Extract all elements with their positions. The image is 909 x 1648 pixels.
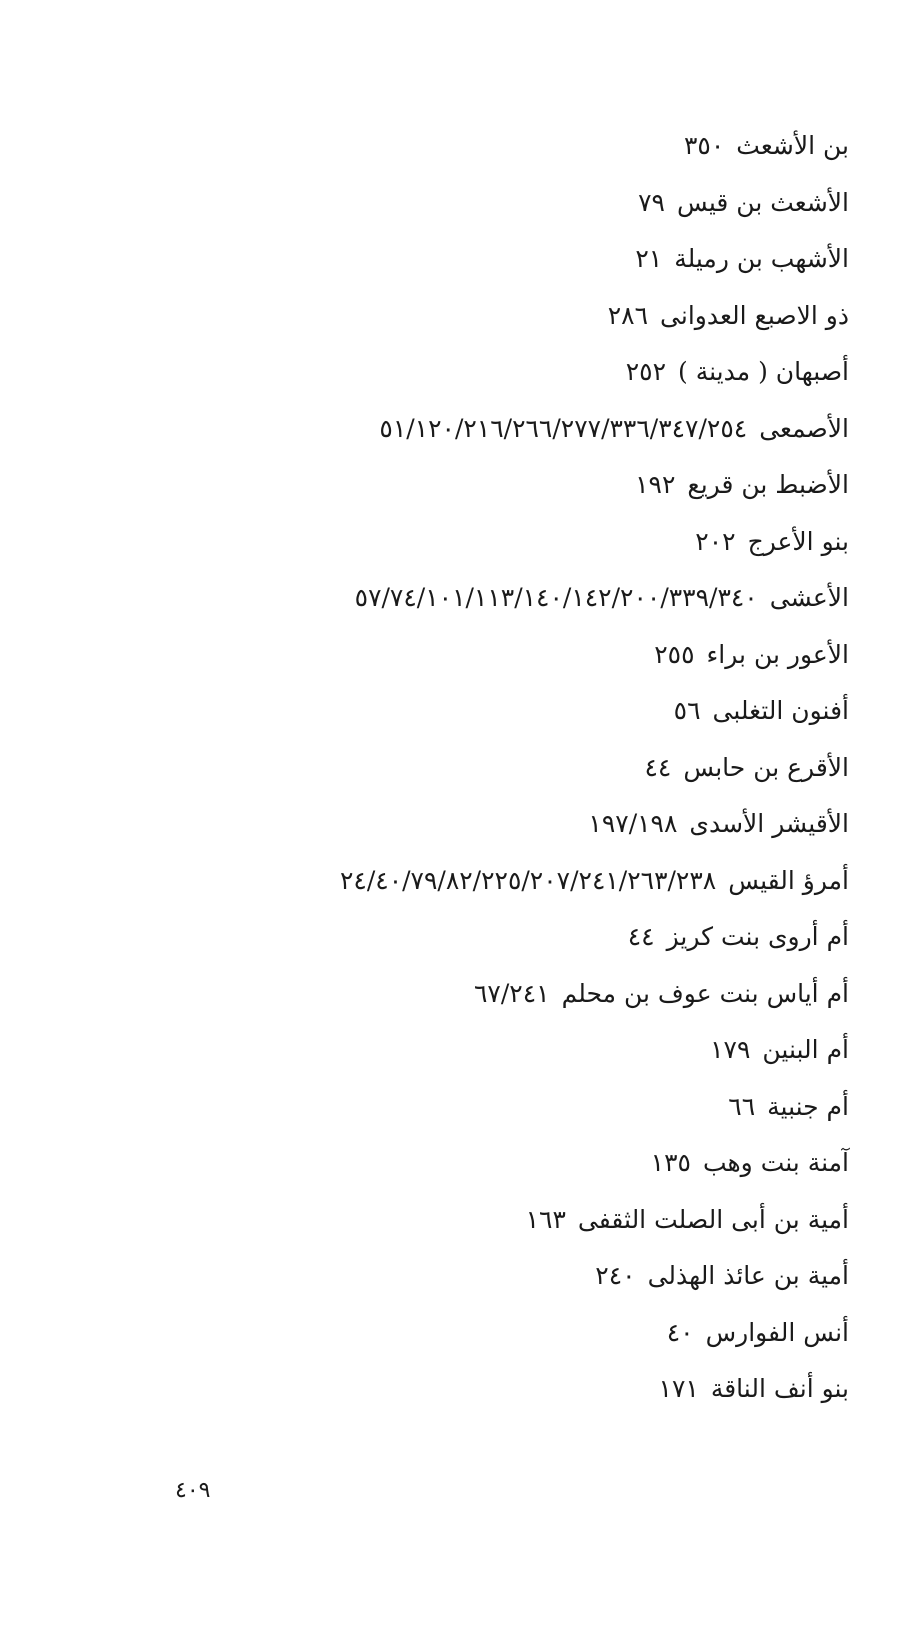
entry-pages: ٥٦ (673, 696, 701, 725)
page-number: ٤٠٩ (175, 1478, 211, 1503)
index-entry (89, 853, 849, 910)
entry-name: أم أياس بنت عوف بن محلم (561, 978, 849, 1008)
entry-name: أمية بن أبى الصلت الثقفى (577, 1204, 849, 1234)
entry-pages: ١٧١ (658, 1374, 699, 1403)
entry-name: أم البنين (762, 1035, 849, 1064)
entry-pages: ٢٤٠ (595, 1261, 636, 1290)
entry-pages: ٤٤ (644, 752, 672, 782)
index-entry (89, 401, 849, 458)
index-entry-list (89, 118, 849, 1418)
index-entry (89, 570, 849, 627)
index-entry (89, 1192, 849, 1249)
index-entry (89, 1135, 849, 1192)
index-entry (89, 740, 849, 797)
entry-name: الأقرع بن حابس (683, 752, 849, 782)
entry-pages: ٣٥٠ (684, 131, 725, 160)
entry-name: الأقيشر الأسدى (689, 809, 849, 838)
entry-name: الأصمعى (759, 413, 849, 443)
entry-pages: ٢٥٢ (625, 357, 667, 386)
index-entry (89, 175, 849, 232)
index-entry (89, 683, 849, 740)
entry-pages: ٢١ (635, 244, 663, 273)
entry-name: أم أروى بنت كريز (666, 922, 849, 951)
index-entry (89, 627, 849, 684)
entry-name: أمية بن عائذ الهذلى (647, 1261, 849, 1290)
entry-name: بن الأشعث (736, 131, 849, 160)
index-entry (89, 1079, 849, 1136)
entry-name: الأعور بن براء (706, 639, 849, 669)
entry-name: بنو الأعرج (747, 526, 849, 556)
entry-name: الأضبط بن قريع (687, 470, 849, 499)
entry-name: أنس الفوارس (705, 1317, 849, 1347)
index-entry (89, 966, 849, 1023)
entry-pages: ٥٧/٧٤/١٠١/١١٣/١٤٠/١٤٢/٢٠٠/٣٣٩/٣٤٠ (354, 583, 758, 612)
index-entry (89, 514, 849, 571)
entry-pages: ١٩٢ (635, 470, 676, 499)
index-entry (89, 1361, 849, 1418)
entry-name: ذو الاصبع العدوانى (660, 300, 849, 330)
entry-pages: ١٧٩ (710, 1035, 751, 1064)
entry-pages: ١٩٧/١٩٨ (588, 809, 678, 838)
entry-name: أمرؤ القيس (728, 865, 849, 895)
entry-name: الأشعث بن قيس (676, 187, 849, 217)
index-entry (89, 909, 849, 966)
entry-name: الأشهب بن رميلة (674, 244, 849, 273)
entry-name: آمنة بنت وهب (702, 1148, 849, 1177)
entry-pages: ٢٥٥ (654, 639, 695, 669)
entry-pages: ٦٧/٢٤١ (474, 978, 550, 1008)
entry-pages: ١٦٣ (525, 1204, 566, 1234)
entry-name: أم جنبية (767, 1091, 849, 1121)
entry-pages: ٥١/١٢٠/٢١٦/٢٦٦/٢٧٧/٣٣٦/٣٤٧/٢٥٤ (379, 413, 748, 443)
entry-pages: ٧٩ (638, 187, 665, 217)
entry-name: أصبهان ( مدينة ) (678, 357, 849, 386)
entry-name: الأعشى (769, 583, 849, 612)
entry-pages: ٤٠ (666, 1317, 694, 1347)
entry-pages: ٢٨٦ (607, 300, 649, 330)
index-entry (89, 344, 849, 401)
index-entry (89, 1248, 849, 1305)
index-entry (89, 288, 849, 345)
entry-pages: ٤٤ (627, 922, 655, 951)
entry-name: بنو أنف الناقة (710, 1374, 849, 1403)
index-entry (89, 118, 849, 175)
index-entry (89, 231, 849, 288)
entry-pages: ١٣٥ (650, 1148, 691, 1177)
entry-pages: ٦٦ (728, 1091, 756, 1121)
entry-pages: ٢٤/٤٠/٧٩/٨٢/٢٢٥/٢٠٧/٢٤١/٢٦٣/٢٣٨ (339, 865, 717, 895)
index-entry (89, 1305, 849, 1362)
entry-name: أفنون التغلبى (712, 696, 849, 725)
index-entry (89, 457, 849, 514)
entry-pages: ٢٠٢ (695, 526, 736, 556)
index-entry (89, 796, 849, 853)
index-entry (89, 1022, 849, 1079)
